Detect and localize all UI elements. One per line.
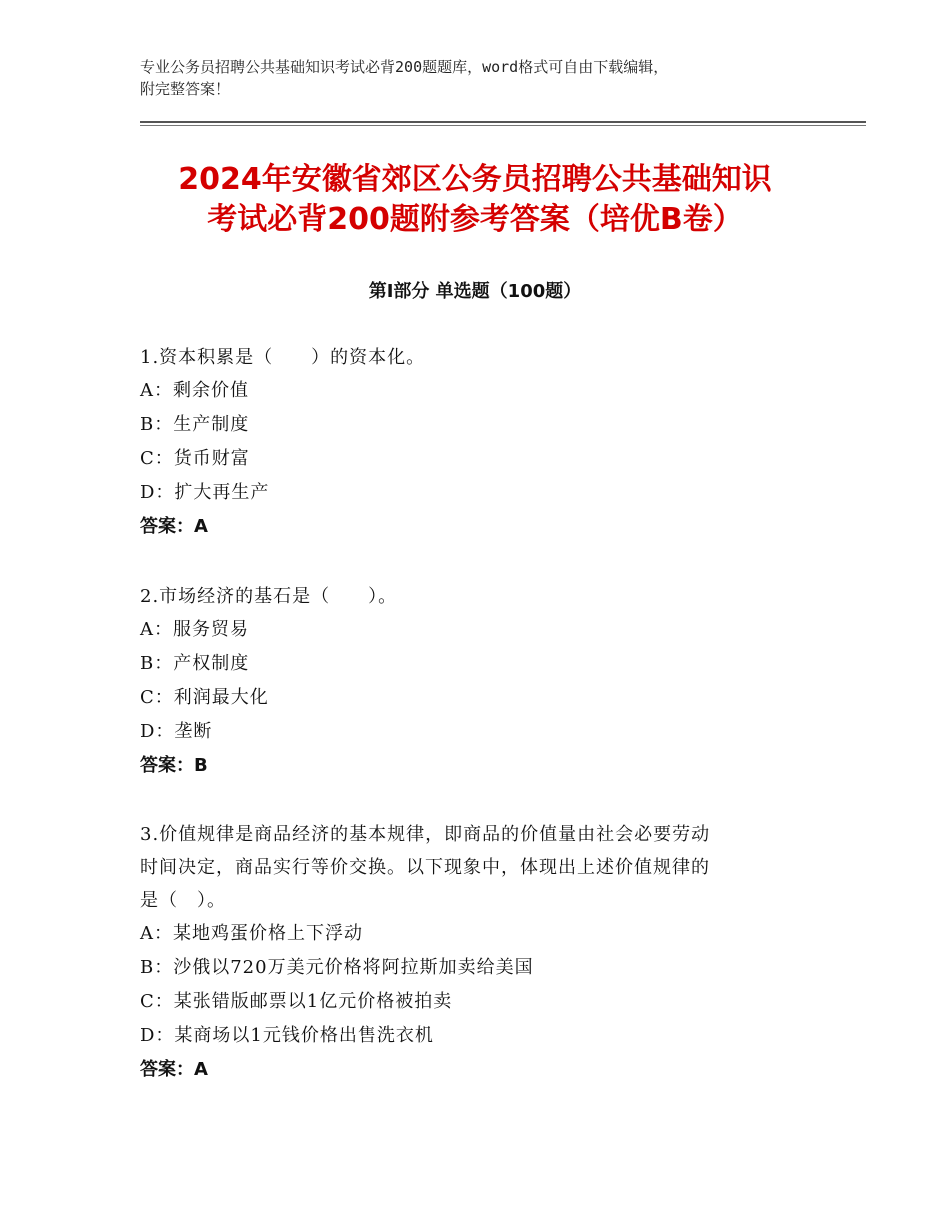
question-stem-line: 时间决定，商品实行等价交换。以下现象中，体现出上述价值规律的 [140,857,710,878]
option-d: D：扩大再生产 [140,482,270,503]
question-1 [140,341,820,544]
option-c: C：某张错版邮票以1亿元价格被拍卖 [140,991,453,1012]
option-d: D：垄断 [140,721,213,742]
answer-label: 答案：A [140,1059,208,1080]
title-line: 考试必背200题附参考答案（培优B卷） [207,202,743,237]
document-title [100,160,850,240]
header-divider [140,121,866,123]
header-note-line: 专业公务员招聘公共基础知识考试必背200题题库，word格式可自由下载编辑， [140,58,669,76]
header-divider-thin [140,125,866,126]
header-note-line: 附完整答案！ [140,80,231,98]
answer-label: 答案：A [140,516,208,537]
question-stem [140,818,820,917]
option-a: A：剩余价值 [140,380,249,401]
option-c: C：货币财富 [140,448,250,469]
question-stem [140,580,820,613]
option-a: A：服务贸易 [140,619,249,640]
option-c: C：利润最大化 [140,687,269,708]
option-b: B：生产制度 [140,414,250,435]
question-stem-line: 1.资本积累是（ ）的资本化。 [140,347,426,368]
question-3 [140,818,820,1087]
header-note [140,56,840,100]
option-a: A：某地鸡蛋价格上下浮动 [140,923,363,944]
question-stem-line: 是（ ）。 [140,890,226,911]
answer-label: 答案：B [140,755,208,776]
question-stem-line: 2.市场经济的基石是（ ）。 [140,586,398,607]
question-stem [140,341,820,374]
question-2 [140,580,820,783]
title-line: 2024年安徽省郊区公务员招聘公共基础知识 [178,162,772,197]
option-d: D：某商场以1元钱价格出售洗衣机 [140,1025,434,1046]
option-b: B：产权制度 [140,653,250,674]
section-title: 第Ⅰ部分 单选题（100题） [368,281,582,302]
question-stem-line: 3.价值规律是商品经济的基本规律，即商品的价值量由社会必要劳动 [140,824,711,845]
option-b: B：沙俄以720万美元价格将阿拉斯加卖给美国 [140,957,534,978]
